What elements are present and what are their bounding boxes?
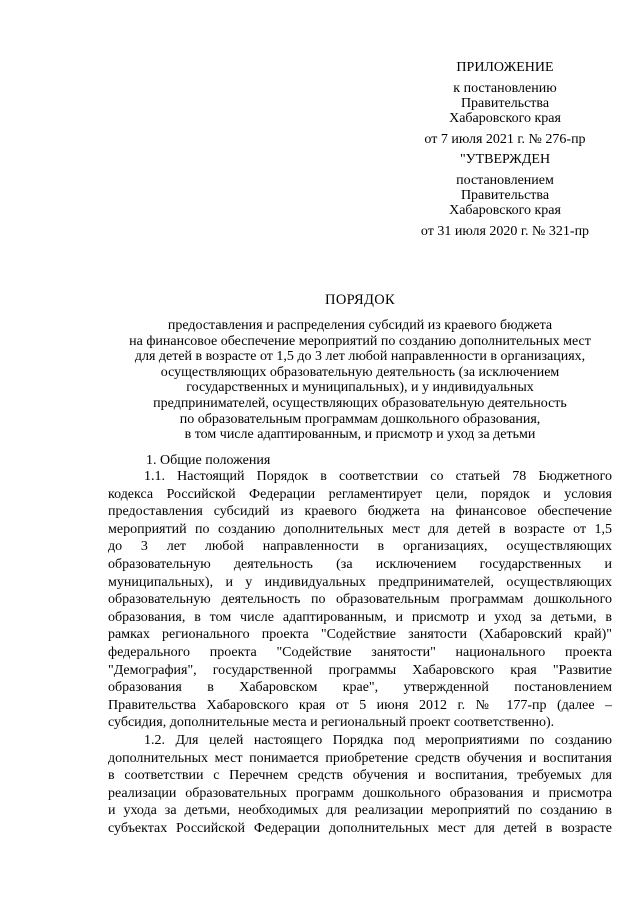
body-line: муниципальных), и у индивидуальных предпринимателей, осуществляющих (108, 574, 612, 590)
body-line: федерального проекта "Содействие занятости" национального проекта (108, 644, 612, 660)
body-line: Правительства Хабаровского края от 5 июня 2012 г. № 177-пр (далее – (108, 697, 612, 713)
appendix-date: от 7 июля 2021 г. № 276-пр (424, 132, 586, 147)
approved-line: постановлением (456, 173, 554, 188)
body-line: субсидия, дополнительные места и региональный проект соответственно). (108, 715, 555, 731)
appendix-line: Правительства (460, 96, 550, 111)
body-line: кодекса Российской Федерации регламентирует цели, порядок и условия (108, 486, 612, 502)
body-line: рамках регионального проекта "Содействие занятости (Хабаровский край)" (108, 627, 612, 643)
subtitle-line: осуществляющих образовательную деятельность (за исключением (160, 364, 560, 380)
document-title: ПОРЯДОК (325, 292, 395, 308)
subtitle-line: предоставления и распределения субсидий из краевого бюджета (167, 318, 553, 333)
subtitle-line: государственных и муниципальных), и у индивидуальных (186, 380, 534, 396)
approved-line: Хабаровского края (449, 203, 561, 218)
body-line: образовательную деятельность по образовательным программам дошкольного (108, 592, 612, 608)
subtitle-line: для детей в возрасте от 1,5 до 3 лет любой направленности в организациях, (134, 349, 586, 365)
appendix-line: Хабаровского края (449, 111, 561, 126)
section-heading: 1. Общие положения (146, 453, 271, 468)
appendix-block (400, 60, 610, 147)
appendix-line: к постановлению (453, 81, 557, 96)
body-line: предоставления субсидий из краевого бюджета на финансовое обеспечение (108, 504, 612, 520)
body-line: образовательную деятельность (за исключением государственных и (108, 556, 612, 572)
document-subtitle (100, 318, 620, 443)
body-line: реализации образовательных программ дошкольного образования и присмотра (108, 785, 612, 801)
body-line: и ухода за детьми, необходимых для реализации мероприятий по созданию в (108, 803, 612, 819)
body-line: 1.1. Настоящий Порядок в соответствии со статьей 78 Бюджетного (144, 469, 612, 484)
body-line: субъектах Российской Федерации дополнительных мест для детей в возрасте (108, 820, 612, 836)
document-body (108, 468, 612, 837)
body-line: до 3 лет любой направленности в организациях, осуществляющих (108, 539, 612, 555)
appendix-title: ПРИЛОЖЕНИЕ (456, 60, 554, 75)
body-line: дополнительных мест понимается приобретение средств обучения и воспитания (108, 750, 612, 766)
subtitle-line: в том числе адаптированным, и присмотр и уход за детьми (184, 427, 536, 443)
body-line: образования в Хабаровском крае", утвержденной постановлением (108, 680, 612, 696)
subtitle-line: предпринимателей, осуществляющих образовательную деятельность (153, 395, 567, 411)
body-line: в соответствии с Перечнем средств обучения и воспитания, требуемых для (108, 768, 612, 784)
approved-block (400, 152, 610, 239)
approved-title: "УТВЕРЖДЕН (459, 152, 551, 167)
subtitle-line: на финансовое обеспечение мероприятий по созданию дополнительных мест (129, 333, 591, 349)
approved-line: Правительства (460, 188, 550, 203)
body-line: мероприятий по созданию дополнительных мест для детей в возрасте от 1,5 (108, 521, 612, 537)
approved-date: от 31 июля 2020 г. № 321-пр (420, 224, 590, 239)
subtitle-line: по образовательным программам дошкольного образования, (179, 411, 541, 427)
body-line: "Демография", государственной программы Хабаровского края "Развитие (108, 662, 612, 678)
body-line: образования, в том числе адаптированным, и присмотр и уход за детьми, в (108, 609, 612, 625)
body-line: 1.2. Для целей настоящего Порядка под мероприятиями по созданию (144, 732, 612, 748)
